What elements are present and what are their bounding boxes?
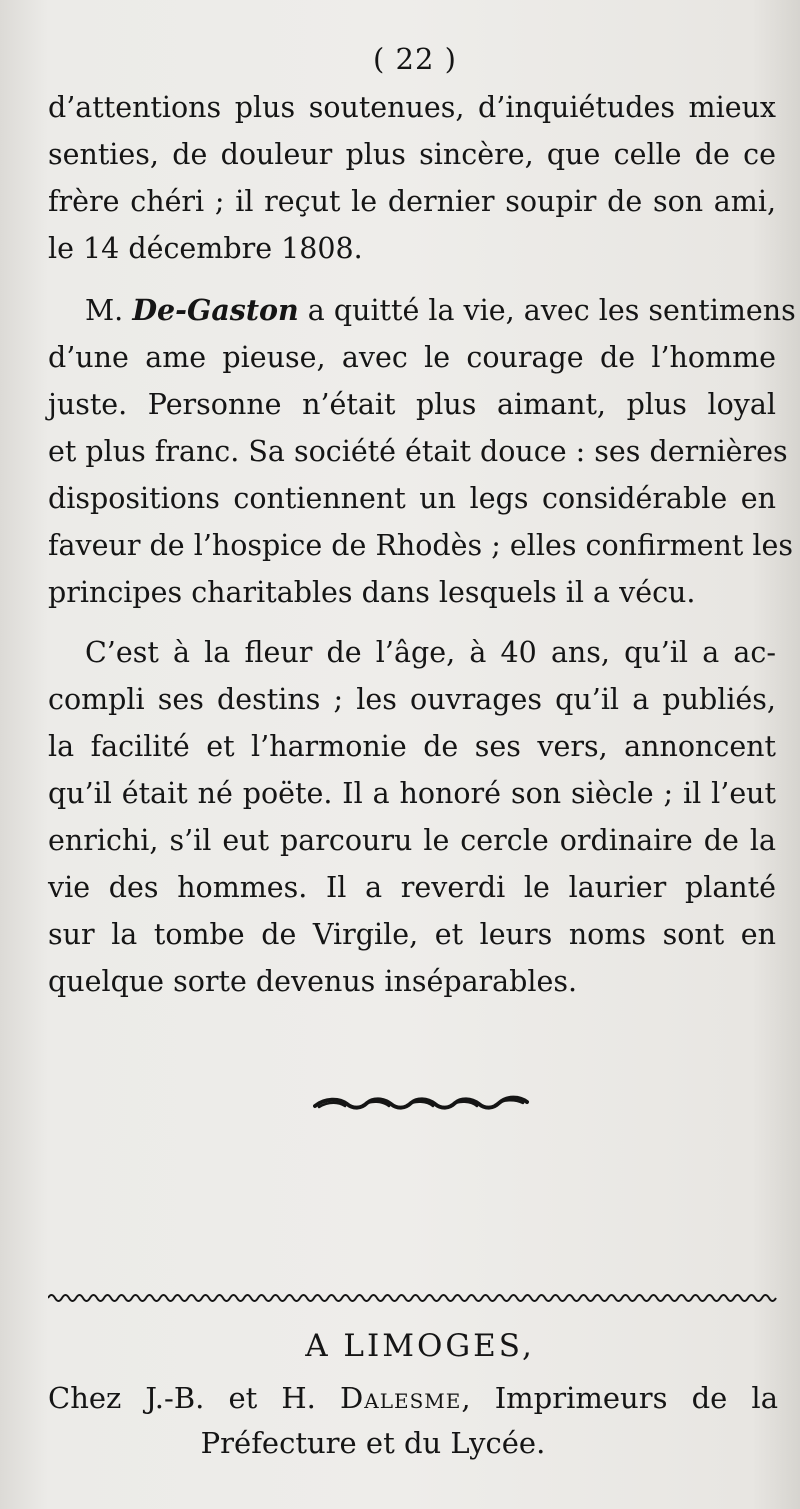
text-line: compli ses destins ; les ouvrages qu’il a publiés, xyxy=(48,683,776,716)
text-line: et plus franc. Sa société était douce : ses dernières xyxy=(48,435,788,468)
text-line: principes charitables dans lesquels il a vécu. xyxy=(48,576,696,609)
page-number: ( 22 ) xyxy=(373,42,457,76)
text-line: frère chéri ; il reçut le dernier soupir de son ami, xyxy=(48,185,776,218)
text-line: quelque sorte devenus inséparables. xyxy=(48,965,578,998)
paragraph-3 xyxy=(48,629,776,1005)
text-fragment: M. xyxy=(85,294,133,327)
text-line: senties, de douleur plus sincère, que celle de ce xyxy=(48,138,776,171)
paragraph-spacer xyxy=(48,272,776,287)
paragraph-2 xyxy=(48,287,796,616)
printer-name: Dalesme xyxy=(340,1381,462,1415)
imprint-text: , Imprimeurs de la xyxy=(461,1381,778,1415)
text-line: vie des hommes. Il a reverdi le laurier planté xyxy=(48,871,776,904)
text-line: C’est à la fleur de l’âge, à 40 ans, qu’il a ac- xyxy=(85,636,776,669)
paragraph-spacer xyxy=(48,616,776,629)
text-line-first xyxy=(48,287,796,334)
text-line: enrichi, s’il eut parcouru le cercle ordinaire de la xyxy=(48,824,776,857)
person-name: De-Gaston xyxy=(132,293,299,327)
text-line: dispositions contiennent un legs considérable en xyxy=(48,482,776,515)
text-line: d’une ame pieuse, avec le courage de l’homme xyxy=(48,341,776,374)
imprint-printer-line xyxy=(48,1378,778,1418)
text-line: d’attentions plus soutenues, d’inquiétudes mieux xyxy=(48,91,776,124)
text-line: faveur de l’hospice de Rhodès ; elles confirment les xyxy=(48,529,793,562)
imprint-city: A LIMOGES, xyxy=(305,1328,535,1364)
ornament-flourish-icon xyxy=(313,1092,531,1118)
imprint-text: Chez J.-B. et H. xyxy=(48,1381,341,1415)
text-fragment: a quitté la vie, avec les sentimens xyxy=(298,294,796,327)
body-text xyxy=(48,84,796,1005)
text-line: sur la tombe de Virgile, et leurs noms sont en xyxy=(48,918,776,951)
text-line: la facilité et l’harmonie de ses vers, annoncent xyxy=(48,730,776,763)
text-line: qu’il était né poëte. Il a honoré son siècle ; il l’eut xyxy=(48,777,776,810)
text-line: juste. Personne n’était plus aimant, plus loyal xyxy=(48,388,776,421)
text-line: le 14 décembre 1808. xyxy=(48,232,363,265)
imprint-institution-line: Préfecture et du Lycée. xyxy=(200,1426,546,1460)
wavy-divider-icon xyxy=(48,1291,778,1305)
paragraph-1 xyxy=(48,84,776,272)
